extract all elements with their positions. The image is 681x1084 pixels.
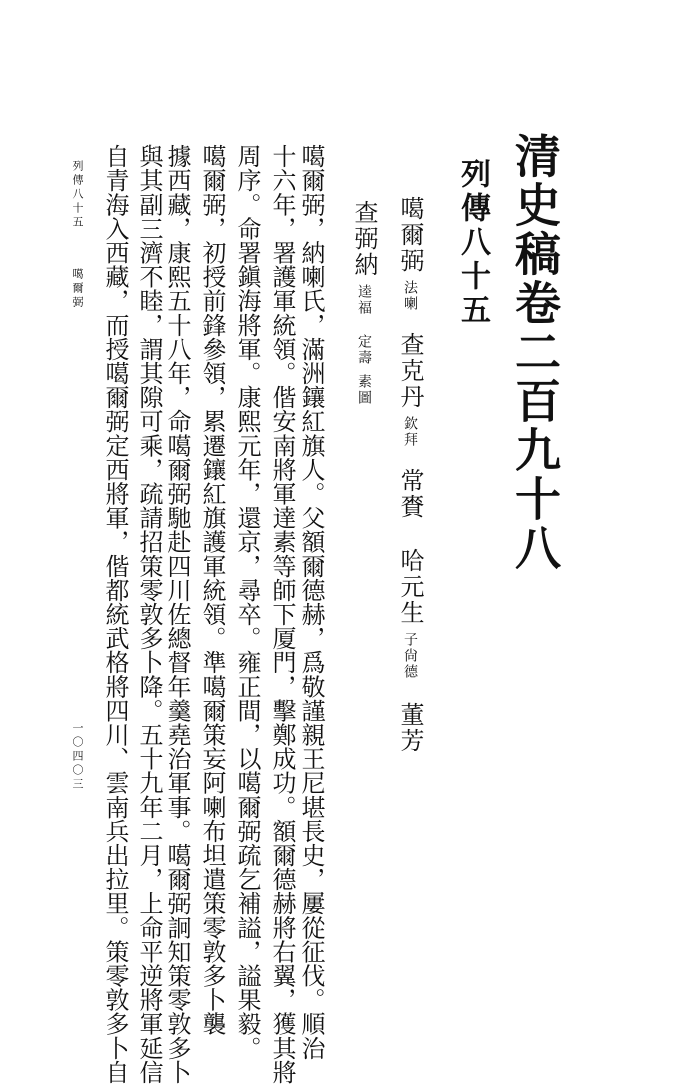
page-number: 一〇四〇三: [71, 722, 84, 792]
name-chakdan: 查克丹: [396, 332, 424, 410]
subname-shangde: 子尙德: [402, 632, 418, 680]
subname-kuifu: 逵福: [356, 284, 372, 316]
body-line-7: 自青海入西藏，而授噶爾弼定西將軍，偕都統武格將四川、雲南兵出拉里。策零敦多卜自: [101, 144, 129, 1084]
body-line-1: 噶爾弼，納喇氏，滿洲鑲紅旗人。父額爾德赫，爲敬謹親王尼堪長史，屢從征伐。順治: [297, 144, 325, 1060]
biography-names-line-1: [398, 196, 422, 754]
body-line-5: 據西藏，康熙五十八年，命噶爾弼馳赴四川佐總督年羹堯治軍事。噶爾弼詗知策零敦多卜: [163, 144, 191, 1084]
name-changlai: 常賚: [396, 468, 424, 520]
body-line-6: 與其副三濟不睦，謂其隙可乘，疏請招策零敦多卜降。五十九年二月，上命平逆將軍延信: [135, 144, 163, 1084]
subname-dingshou: 定壽: [356, 334, 372, 366]
subname-fala: 法喇: [402, 280, 418, 312]
page-title: 清史稿卷二百九十八: [508, 132, 562, 573]
body-line-2: 十六年，署護軍統領。偕安南將軍達素等師下厦門，擊鄭成功。額爾德赫將右翼，獲其將: [268, 144, 296, 1084]
chapter-title: 列傳八十五: [455, 158, 490, 328]
name-galbi: 噶爾弼: [396, 196, 424, 274]
footer-section-label: [72, 160, 83, 310]
subname-qinbai: 欽拜: [402, 416, 418, 448]
name-ha-yuansheng: 哈元生: [396, 548, 424, 626]
biography-names-line-2: [352, 200, 376, 406]
footer-subject: 噶爾弼: [71, 268, 84, 310]
subname-sutu: 素圖: [356, 374, 372, 406]
footer-section: 列傳八十五: [71, 160, 84, 230]
body-line-3: 周序。命署鎭海將軍。康熙元年，還京，尋卒。雍正間，以噶爾弼疏乞補謚，謚果毅。: [233, 144, 261, 1060]
body-line-4: 噶爾弼，初授前鋒參領，累遷鑲紅旗護軍統領。準噶爾策妄阿喇布坦遣策零敦多卜襲: [198, 144, 226, 1036]
name-dong-fang: 董芳: [396, 702, 424, 754]
name-chabina: 查弼納: [350, 200, 378, 278]
